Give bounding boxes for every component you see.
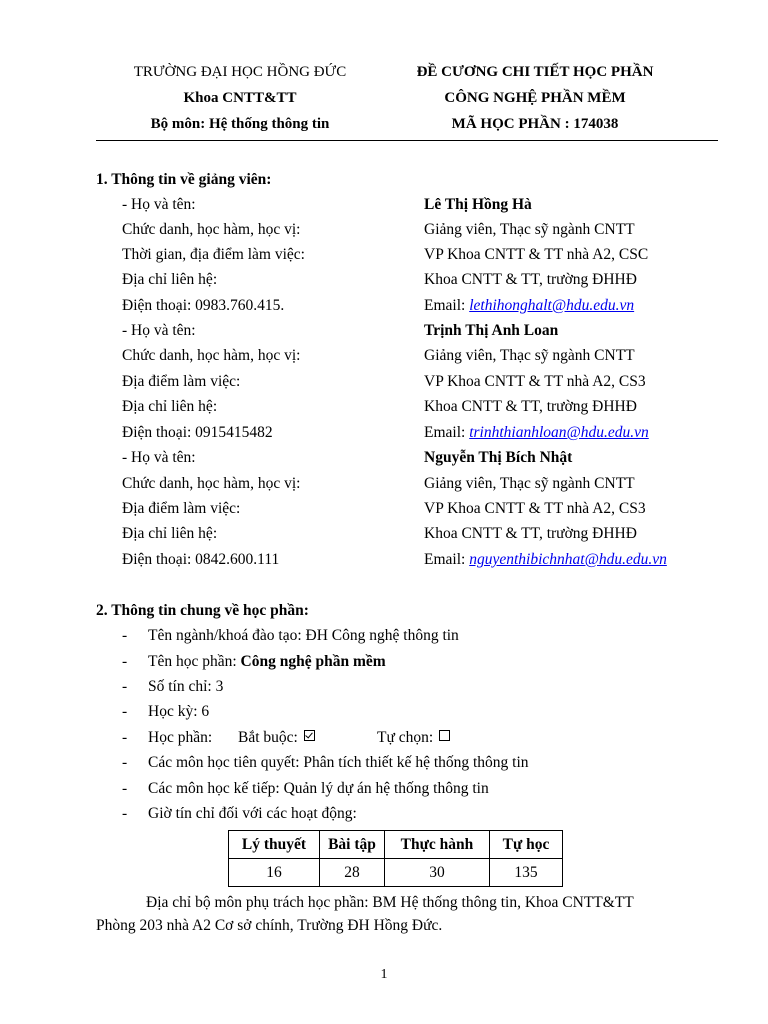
lecturer-3-title: Giảng viên, Thạc sỹ ngành CNTT (424, 475, 635, 492)
course-name-label: Tên học phần: (148, 653, 241, 670)
lecturer-1-place: VP Khoa CNTT & TT nhà A2, CSC (424, 246, 649, 263)
page-number: 1 (380, 967, 388, 982)
bullet-dash: - (122, 805, 128, 822)
lecturer-1-place-label: Thời gian, địa điểm làm việc: (122, 246, 305, 263)
lecturer-2-email-link[interactable]: trinhthianhloan@hdu.edu.vn (469, 424, 649, 441)
course-name-value: Công nghệ phần mềm (240, 653, 386, 670)
next-course-item: Các môn học kế tiếp: Quản lý dự án hệ thống thông tin (148, 780, 489, 797)
major-item: Tên ngành/khoá đào tạo: ĐH Công nghệ thông tin (148, 627, 459, 644)
bullet-dash: - (122, 729, 128, 746)
required-label: Bắt buộc: (238, 729, 298, 746)
bullet-dash: - (122, 653, 128, 670)
lecturer-1-phone: Điện thoại: 0983.760.415. (122, 297, 285, 314)
lecturer-2-address: Khoa CNTT & TT, trường ĐHHĐ (424, 398, 637, 415)
section-2-title: 2. Thông tin chung về học phần: (96, 602, 309, 619)
hours-item: Giờ tín chỉ đối với các hoạt động: (148, 805, 357, 822)
lecturer-1-email-link[interactable]: lethihonghalt@hdu.edu.vn (469, 297, 635, 314)
lecturer-3-phone: Điện thoại: 0842.600.111 (122, 551, 280, 568)
lecturer-2-address-label: Địa chỉ liên hệ: (122, 398, 218, 415)
header-divider (96, 140, 718, 141)
table-header-row (229, 831, 563, 859)
credit-hours-table (228, 830, 563, 887)
lecturer-3-email-row (424, 551, 667, 569)
lecturer-1-name: Lê Thị Hồng Hà (424, 196, 532, 213)
value-exercise: 28 (320, 859, 385, 887)
email-label: Email: (424, 551, 470, 568)
department-name: Bộ môn: Hệ thống thông tin (150, 116, 330, 132)
email-label: Email: (424, 297, 470, 314)
lecturer-2-title-label: Chức danh, học hàm, học vị: (122, 347, 301, 364)
header-theory: Lý thuyết (229, 831, 320, 859)
bullet-dash: - (122, 627, 128, 644)
header-practice: Thực hành (385, 831, 490, 859)
elective-checkbox[interactable] (439, 730, 450, 741)
prerequisite-item: Các môn học tiên quyết: Phân tích thiết kế hệ thống thông tin (148, 754, 529, 771)
section-1-title: 1. Thông tin về giảng viên: (96, 171, 272, 188)
lecturer-2-place-label: Địa điểm làm việc: (122, 373, 241, 390)
document-title: ĐỀ CƯƠNG CHI TIẾT HỌC PHẦN (416, 64, 654, 80)
lecturer-3-email-link[interactable]: nguyenthibichnhat@hdu.edu.vn (469, 551, 667, 568)
lecturer-2-place: VP Khoa CNTT & TT nhà A2, CS3 (424, 373, 646, 390)
bullet-dash: - (122, 754, 128, 771)
lecturer-2-title: Giảng viên, Thạc sỹ ngành CNTT (424, 347, 635, 364)
lecturer-2-phone: Điện thoại: 0915415482 (122, 424, 273, 441)
department-address-line-2: Phòng 203 nhà A2 Cơ sở chính, Trường ĐH Hồng Đức. (96, 917, 443, 934)
lecturer-1-title: Giảng viên, Thạc sỹ ngành CNTT (424, 221, 635, 238)
lecturer-2-email-row (424, 424, 649, 442)
required-option (238, 729, 315, 747)
course-type-label: Học phần: (148, 729, 213, 746)
lecturer-3-title-label: Chức danh, học hàm, học vị: (122, 475, 301, 492)
course-code: MÃ HỌC PHẦN : 174038 (451, 116, 619, 132)
elective-label: Tự chọn: (377, 729, 434, 746)
lecturer-3-address: Khoa CNTT & TT, trường ĐHHĐ (424, 525, 637, 542)
value-theory: 16 (229, 859, 320, 887)
lecturer-1-title-label: Chức danh, học hàm, học vị: (122, 221, 301, 238)
lecturer-1-email-row (424, 297, 634, 315)
required-checkbox[interactable] (304, 730, 315, 741)
lecturer-3-address-label: Địa chỉ liên hệ: (122, 525, 218, 542)
credits-item: Số tín chỉ: 3 (148, 678, 224, 695)
lecturer-1-address: Khoa CNTT & TT, trường ĐHHĐ (424, 271, 637, 288)
elective-option (377, 729, 450, 747)
header-self-study: Tự học (490, 831, 563, 859)
department-address-line-1: Địa chỉ bộ môn phụ trách học phần: BM Hệ thống thông tin, Khoa CNTT&TT (146, 894, 634, 911)
bullet-dash: - (122, 678, 128, 695)
lecturer-3-name-label: - Họ và tên: (122, 449, 196, 466)
course-name-item (148, 653, 386, 671)
header-exercise: Bài tập (320, 831, 385, 859)
table-row (229, 859, 563, 887)
value-practice: 30 (385, 859, 490, 887)
value-self-study: 135 (490, 859, 563, 887)
lecturer-3-place: VP Khoa CNTT & TT nhà A2, CS3 (424, 500, 646, 517)
lecturer-1-name-label: - Họ và tên: (122, 196, 196, 213)
semester-item: Học kỳ: 6 (148, 703, 210, 720)
bullet-dash: - (122, 780, 128, 797)
course-title: CÔNG NGHỆ PHẦN MỀM (444, 90, 626, 106)
faculty-name: Khoa CNTT&TT (183, 90, 297, 106)
lecturer-1-address-label: Địa chỉ liên hệ: (122, 271, 218, 288)
lecturer-2-name: Trịnh Thị Anh Loan (424, 322, 559, 339)
university-name: TRƯỜNG ĐẠI HỌC HỒNG ĐỨC (133, 64, 347, 80)
bullet-dash: - (122, 703, 128, 720)
email-label: Email: (424, 424, 470, 441)
lecturer-3-name: Nguyễn Thị Bích Nhật (424, 449, 573, 466)
lecturer-2-name-label: - Họ và tên: (122, 322, 196, 339)
lecturer-3-place-label: Địa điểm làm việc: (122, 500, 241, 517)
